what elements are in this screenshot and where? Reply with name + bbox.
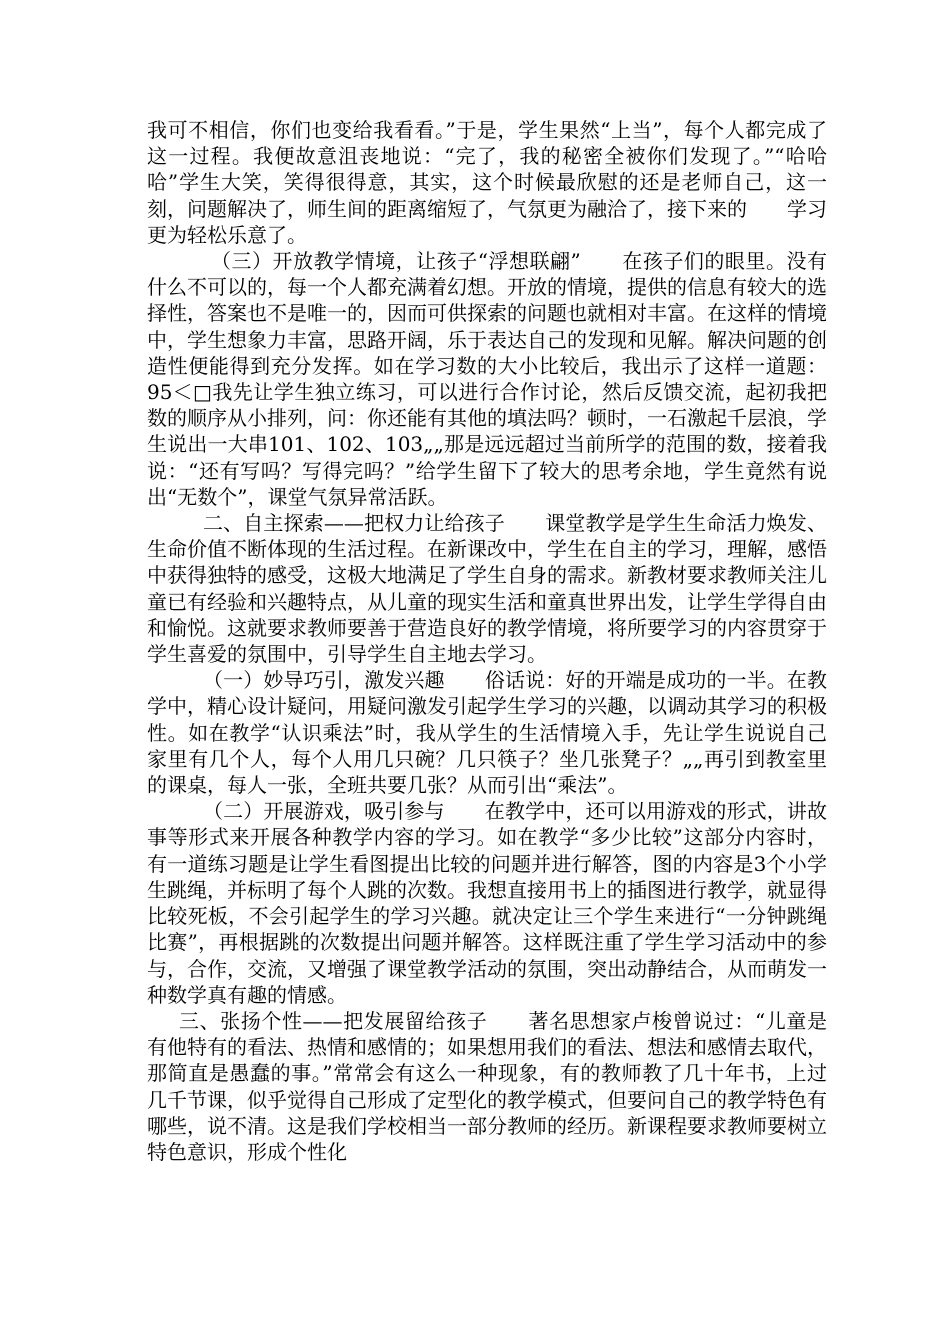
paragraph-section-three-heading: 三、张扬个性——把发展留给孩子 著名思想家卢梭曾说过：“儿童是有他特有的看法、热情和感情的；如果想用我们的看法、想法和感情去取代，那简直是愚蠢的事。”常常会有这么一种现象，有的教师教了几十年书，上过几千节课，似乎觉得自己形成了定型化的教学模式，但要问自己的教学特色有哪些，说不清。这是我们学校相当一部分教师的经历。新课程要求教师要树立特色意识，形成个性化 (147, 1008, 827, 1164)
paragraph-open-situation: （三）开放教学情境，让孩子“浮想联翩” 在孩子们的眼里。没有什么不可以的，每一个人都充满着幻想。开放的情境，提供的信息有较大的选择性，答案也不是唯一的，因而可供探索的问题也就相对丰富。在这样的情境中，学生想象力丰富，思路开阔，乐于表达自己的发现和见解。解决问题的创造性便能得到充分发挥。如在学习数的大小比较后，我出示了这样一道题： 95＜□我先让学生独立练习，可以进行合作讨论，然后反馈交流，起初我把数的顺序从小排列，问：你还能有其他的填法吗？顿时，一石激起千层浪，学生说出一大串101、102、103„„那是远远超过当前所学的范围的数，接着我说：“还有写吗？写得完吗？”给学生留下了较大的思考余地，学生竟然有说出“无数个”，课堂气氛异常活跃。 (147, 249, 834, 509)
paragraph-section-two-heading: 二、自主探索——把权力让给孩子 课堂教学是学生生命活力焕发、生命价值不断体现的生活过程。在新课改中，学生在自主的学习，理解，感悟中获得独特的感受，这极大地满足了学生自身的需求。新教材要求教师关注儿童已有经验和兴趣特点，从儿童的现实生活和童真世界出发，让学生学得自由和愉悦。这就要求教师要善于营造良好的教学情境，将所要学习的内容贯穿于学生喜爱的氛围中，引导学生自主地去学习。 (147, 511, 827, 667)
paragraph-guide-interest: （一）妙导巧引，激发兴趣 俗话说：好的开端是成功的一半。在教学中，精心设计疑问，用疑问激发引起学生学习的兴趣，以调动其学习的积极性。如在教学“认识乘法”时，我从学生的生活情境入手，先让学生说说自己家里有几个人，每个人用几只碗？几只筷子？坐几张凳子？„„再引到教室里的课桌，每人一张，全班共要几张？从而引出“乘法”。 (147, 668, 827, 798)
paragraph-games: （二）开展游戏，吸引参与 在教学中，还可以用游戏的形式，讲故事等形式来开展各种教学内容的学习。如在教学“多少比较”这部分内容时，有一道练习题是让学生看图提出比较的问题并进行解答，图的内容是3个小学生跳绳，并标明了每个人跳的次数。我想直接用书上的插图进行教学，就显得比较死板，不会引起学生的学习兴趣。就决定让三个学生来进行“一分钟跳绳比赛”，再根据跳的次数提出问题并解答。这样既注重了学生学习活动中的参与，合作，交流，又增强了课堂教学活动的氛围，突出动静结合，从而萌发一种数学真有趣的情感。 (147, 799, 827, 1007)
document-page (147, 117, 834, 1165)
paragraph-intro: 我可不相信，你们也变给我看看。”于是，学生果然“上当”，每个人都完成了这一过程。我便故意沮丧地说：“完了，我的秘密全被你们发现了。”“哈哈哈”学生大笑，笑得很得意，其实，这个时候最欣慰的还是老师自己，这一刻，问题解决了，师生间的距离缩短了，气氛更为融洽了，接下来的 学习更为轻松乐意了。 (147, 118, 827, 247)
